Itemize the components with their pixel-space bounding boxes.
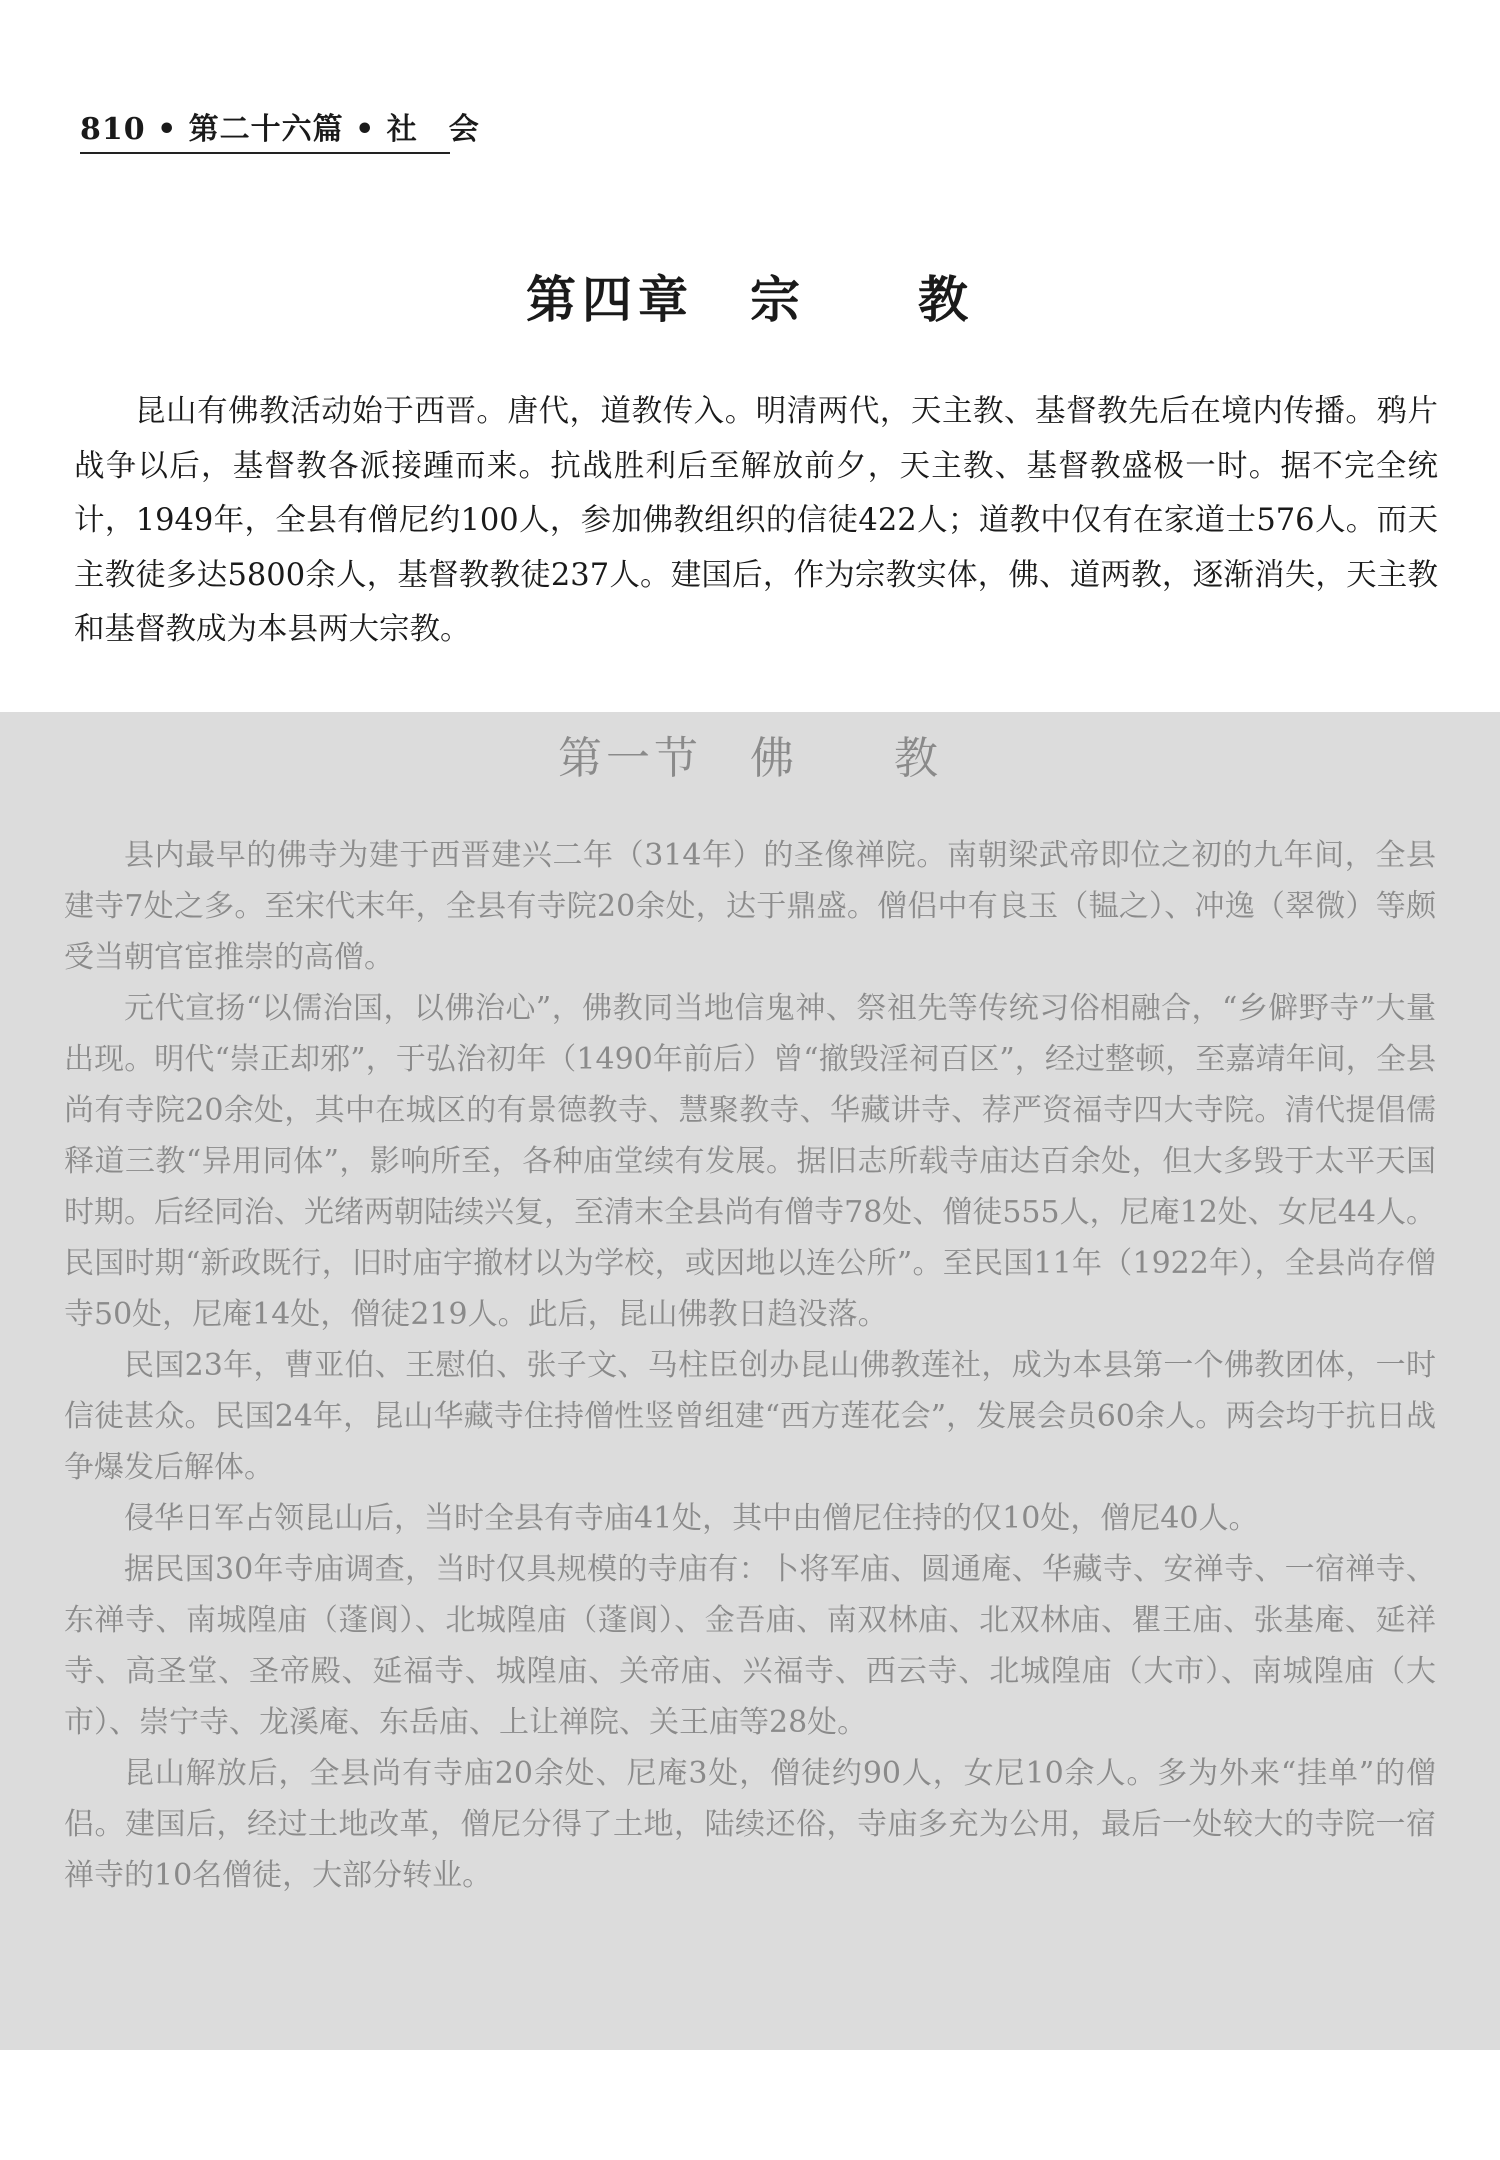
body-paragraph: 民国23年，曹亚伯、王慰伯、张子文、马柱臣创办昆山佛教莲社，成为本县第一个佛教团体，一时信徒甚众。民国24年，昆山华藏寺住持僧性竖曾组建“西方莲花会”，发展会员60余人。两会均于抗日战争爆发后解体。 — [64, 1348, 1436, 1485]
body-paragraph: 侵华日军占领昆山后，当时全县有寺庙41处，其中由僧尼住持的仅10处，僧尼40人。 — [124, 1501, 1259, 1536]
chapter-title: 第四章 宗 教 — [526, 270, 974, 329]
body-paragraph: 据民国30年寺庙调查，当时仅具规模的寺庙有：卜将军庙、圆通庵、华藏寺、安禅寺、一宿禅寺、东禅寺、南城隍庙（蓬阆）、北城隍庙（蓬阆）、金吾庙、南双林庙、北双林庙、瞿王庙、张基庵、延祥寺、高圣堂、圣帝殿、延福寺、城隍庙、关帝庙、兴福寺、西云寺、北城隍庙（大市）、南城隍庙（大市）、崇宁寺、龙溪庵、东岳庙、上让禅院、关王庙等28处。 — [64, 1552, 1436, 1740]
intro-paragraph: 昆山有佛教活动始于西晋。唐代，道教传入。明清两代，天主教、基督教先后在境内传播。鸦片战争以后，基督教各派接踵而来。抗战胜利后至解放前夕，天主教、基督教盛极一时。据不完全统计，1949年，全县有僧尼约100人，参加佛教组织的信徒422人；道教中仅有在家道士576人。而天主教徒多达5800余人，基督教教徒237人。建国后，作为宗教实体，佛、道两教，逐渐消失，天主教和基督教成为本县两大宗教。 — [74, 394, 1438, 647]
body-paragraph: 昆山解放后，全县尚有寺庙20余处、尼庵3处，僧徒约90人，女尼10余人。多为外来“挂单”的僧侣。建国后，经过土地改革，僧尼分得了土地，陆续还俗，寺庙多充为公用，最后一处较大的寺院一宿禅寺的10名僧徒，大部分转业。 — [64, 1756, 1436, 1893]
section-title: 第一节 佛 教 — [558, 733, 942, 784]
section-body — [64, 830, 1436, 1901]
running-header: 810 • 第二十六篇 • 社 会 — [80, 104, 450, 154]
body-paragraph: 元代宣扬“以儒治国，以佛治心”，佛教同当地信鬼神、祭祖先等传统习俗相融合，“乡僻野寺”大量出现。明代“崇正却邪”，于弘治初年（1490年前后）曾“撤毁淫祠百区”，经过整顿，至嘉靖年间，全县尚有寺院20余处，其中在城区的有景德教寺、慧聚教寺、华藏讲寺、荐严资福寺四大寺院。清代提倡儒释道三教“异用同体”，影响所至，各种庙堂续有发展。据旧志所载寺庙达百余处，但大多毁于太平天国时期。后经同治、光绪两朝陆续兴复，至清末全县尚有僧寺78处、僧徒555人，尼庵12处、女尼44人。民国时期“新政既行，旧时庙宇撤材以为学校，或因地以连公所”。至民国11年（1922年），全县尚存僧寺50处，尼庵14处，僧徒219人。此后，昆山佛教日趋没落。 — [64, 991, 1436, 1332]
body-paragraph: 县内最早的佛寺为建于西晋建兴二年（314年）的圣像禅院。南朝梁武帝即位之初的九年间，全县建寺7处之多。至宋代末年，全县有寺院20余处，达于鼎盛。僧侣中有良玉（韫之）、冲逸（翠微）等颇受当朝官宦推崇的高僧。 — [64, 838, 1436, 975]
